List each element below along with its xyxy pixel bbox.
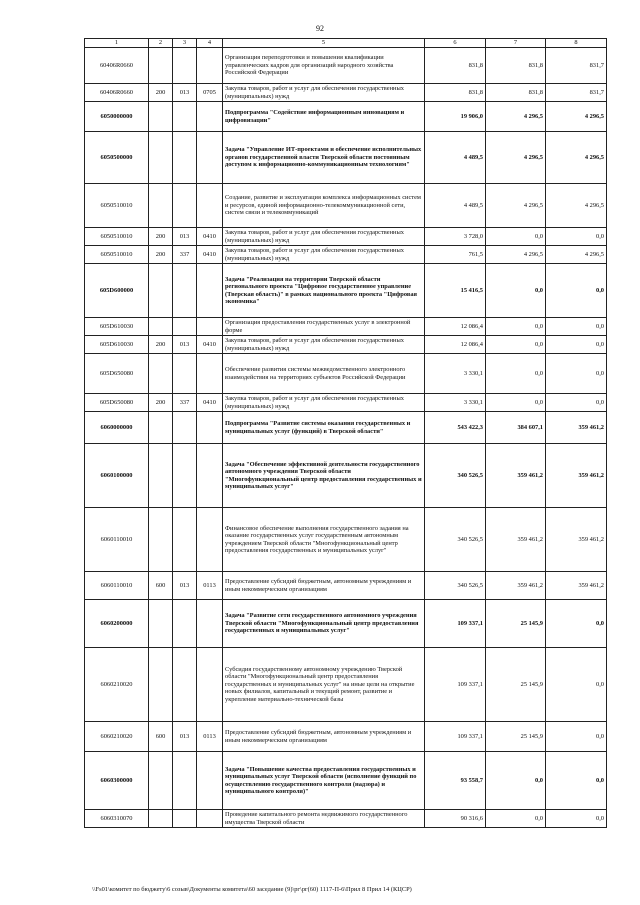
row-col2-cell: 200 — [149, 394, 173, 412]
row-value-3-cell: 831,7 — [546, 84, 607, 102]
header-cell: 2 — [149, 39, 173, 48]
row-value-1-cell: 90 316,6 — [425, 810, 486, 828]
row-value-2-cell: 25 145,9 — [486, 600, 546, 648]
row-col2-cell — [149, 264, 173, 318]
row-value-3-cell: 359 461,2 — [546, 444, 607, 508]
row-col3-cell — [173, 648, 197, 722]
row-value-3-cell: 0,0 — [546, 722, 607, 752]
row-col4-cell: 0410 — [197, 228, 223, 246]
row-value-2-cell: 0,0 — [486, 264, 546, 318]
row-code-cell: 6060110010 — [85, 508, 149, 572]
row-name-cell: Финансовое обеспечение выполнения государственного задания на оказание государственных услуг государственным автономным учреждением Тверской области "Многофункциональный центр предоставления государственных и муниципальных услуг" — [223, 508, 425, 572]
row-col4-cell — [197, 444, 223, 508]
row-col4-cell — [197, 318, 223, 336]
row-col2-cell: 600 — [149, 722, 173, 752]
table-row — [85, 354, 607, 394]
row-code-cell: 6050500000 — [85, 132, 149, 184]
row-value-1-cell: 15 416,5 — [425, 264, 486, 318]
row-name-cell: Закупка товаров, работ и услуг для обеспечения государственных (муниципальных) нужд — [223, 336, 425, 354]
row-name-cell: Задача "Реализация на территории Тверской области регионального проекта "Цифровое государственное управление (Тверская область)" в рамках национального проекта "Цифровая экономика" — [223, 264, 425, 318]
row-col3-cell: 013 — [173, 84, 197, 102]
row-value-3-cell: 831,7 — [546, 48, 607, 84]
row-col3-cell — [173, 810, 197, 828]
row-value-1-cell: 12 086,4 — [425, 318, 486, 336]
row-code-cell: 605D650080 — [85, 394, 149, 412]
row-col4-cell — [197, 102, 223, 132]
row-col3-cell — [173, 412, 197, 444]
row-col2-cell: 200 — [149, 336, 173, 354]
row-code-cell: 60406R0660 — [85, 48, 149, 84]
row-value-1-cell: 109 337,1 — [425, 600, 486, 648]
header-row — [85, 39, 607, 48]
row-value-3-cell: 0,0 — [546, 752, 607, 810]
row-value-3-cell: 0,0 — [546, 336, 607, 354]
row-name-cell: Задача "Управление ИТ-проектами и обеспечение исполнительных органов государственной власти Тверской области постоянным доступом к информационно-коммуникационным технологиям" — [223, 132, 425, 184]
row-col3-cell — [173, 444, 197, 508]
row-col4-cell — [197, 184, 223, 228]
row-col3-cell — [173, 600, 197, 648]
table-row — [85, 412, 607, 444]
row-value-3-cell: 0,0 — [546, 318, 607, 336]
header-cell: 1 — [85, 39, 149, 48]
row-col4-cell — [197, 132, 223, 184]
row-code-cell: 6060100000 — [85, 444, 149, 508]
row-col4-cell — [197, 354, 223, 394]
row-col2-cell — [149, 354, 173, 394]
row-value-1-cell: 19 906,0 — [425, 102, 486, 132]
row-name-cell: Закупка товаров, работ и услуг для обеспечения государственных (муниципальных) нужд — [223, 394, 425, 412]
row-col2-cell — [149, 508, 173, 572]
row-value-2-cell: 25 145,9 — [486, 722, 546, 752]
row-value-2-cell: 4 296,5 — [486, 184, 546, 228]
row-name-cell: Субсидия государственному автономному учреждению Тверской области "Многофункциональный центр предоставления государственных и муниципальных услуг" на иные цели на открытие новых филиалов, капитальный и текущий ремонт, развитие и укрепление материально-технической базы — [223, 648, 425, 722]
row-col4-cell: 0410 — [197, 394, 223, 412]
row-col2-cell — [149, 48, 173, 84]
header-cell: 6 — [425, 39, 486, 48]
table-row — [85, 336, 607, 354]
row-code-cell: 60406R0660 — [85, 84, 149, 102]
row-code-cell: 6060110010 — [85, 572, 149, 600]
table-row — [85, 600, 607, 648]
row-value-2-cell: 25 145,9 — [486, 648, 546, 722]
row-code-cell: 6060200000 — [85, 600, 149, 648]
row-value-3-cell: 359 461,2 — [546, 508, 607, 572]
table-row — [85, 48, 607, 84]
budget-table — [84, 38, 607, 828]
row-col2-cell — [149, 648, 173, 722]
row-value-1-cell: 831,8 — [425, 84, 486, 102]
row-value-3-cell: 0,0 — [546, 264, 607, 318]
row-value-1-cell: 3 728,0 — [425, 228, 486, 246]
row-name-cell: Организация предоставления государственных услуг в электронной форме — [223, 318, 425, 336]
row-name-cell: Предоставление субсидий бюджетным, автономным учреждениям и иным некоммерческим организациям — [223, 572, 425, 600]
row-value-1-cell: 109 337,1 — [425, 722, 486, 752]
row-value-2-cell: 4 296,5 — [486, 102, 546, 132]
row-code-cell: 6050510010 — [85, 246, 149, 264]
row-col2-cell: 200 — [149, 246, 173, 264]
row-name-cell: Закупка товаров, работ и услуг для обеспечения государственных (муниципальных) нужд — [223, 84, 425, 102]
row-col2-cell — [149, 600, 173, 648]
table-row — [85, 648, 607, 722]
row-code-cell: 6060210020 — [85, 722, 149, 752]
row-col4-cell: 0410 — [197, 246, 223, 264]
row-code-cell: 6060300000 — [85, 752, 149, 810]
row-value-1-cell: 340 526,5 — [425, 444, 486, 508]
row-col2-cell — [149, 318, 173, 336]
table-row — [85, 444, 607, 508]
row-value-3-cell: 0,0 — [546, 228, 607, 246]
row-col2-cell — [149, 184, 173, 228]
table-row — [85, 264, 607, 318]
row-name-cell: Обеспечение развития системы межведомственного электронного взаимодействия на территориях субъектов Российской Федерации — [223, 354, 425, 394]
table-row — [85, 572, 607, 600]
row-col3-cell — [173, 354, 197, 394]
header-cell: 3 — [173, 39, 197, 48]
row-code-cell: 605D610030 — [85, 318, 149, 336]
page-number: 92 — [316, 24, 324, 33]
row-col2-cell — [149, 102, 173, 132]
header-cell: 7 — [486, 39, 546, 48]
row-value-3-cell: 4 296,5 — [546, 246, 607, 264]
row-value-1-cell: 340 526,5 — [425, 572, 486, 600]
row-value-2-cell: 0,0 — [486, 318, 546, 336]
row-value-1-cell: 3 330,1 — [425, 394, 486, 412]
table-row — [85, 810, 607, 828]
row-col4-cell: 0410 — [197, 336, 223, 354]
row-col4-cell — [197, 600, 223, 648]
row-code-cell: 605D610030 — [85, 336, 149, 354]
row-value-1-cell: 4 489,5 — [425, 184, 486, 228]
row-value-2-cell: 384 607,1 — [486, 412, 546, 444]
row-col3-cell — [173, 102, 197, 132]
table-row — [85, 132, 607, 184]
row-col2-cell — [149, 752, 173, 810]
row-col3-cell: 013 — [173, 228, 197, 246]
row-col3-cell — [173, 264, 197, 318]
row-value-3-cell: 0,0 — [546, 810, 607, 828]
row-value-1-cell: 831,8 — [425, 48, 486, 84]
row-value-3-cell: 359 461,2 — [546, 572, 607, 600]
row-value-2-cell: 359 461,2 — [486, 572, 546, 600]
row-code-cell: 6050510010 — [85, 228, 149, 246]
row-col3-cell: 337 — [173, 394, 197, 412]
row-col2-cell — [149, 132, 173, 184]
table-row — [85, 394, 607, 412]
row-value-1-cell: 543 422,3 — [425, 412, 486, 444]
row-value-1-cell: 3 330,1 — [425, 354, 486, 394]
row-col3-cell — [173, 752, 197, 810]
row-code-cell: 6060000000 — [85, 412, 149, 444]
row-code-cell: 605D600000 — [85, 264, 149, 318]
row-col2-cell — [149, 412, 173, 444]
table-row — [85, 508, 607, 572]
row-value-1-cell: 761,5 — [425, 246, 486, 264]
row-value-3-cell: 4 296,5 — [546, 102, 607, 132]
row-value-1-cell: 12 086,4 — [425, 336, 486, 354]
header-cell: 4 — [197, 39, 223, 48]
row-col3-cell — [173, 508, 197, 572]
row-code-cell: 6050510010 — [85, 184, 149, 228]
row-value-2-cell: 4 296,5 — [486, 246, 546, 264]
row-col4-cell: 0113 — [197, 572, 223, 600]
row-col4-cell — [197, 48, 223, 84]
row-col3-cell — [173, 48, 197, 84]
row-value-2-cell: 0,0 — [486, 752, 546, 810]
row-name-cell: Подпрограмма "Развитие системы оказания государственных и муниципальных услуг (функций) в Тверской области" — [223, 412, 425, 444]
row-value-2-cell: 0,0 — [486, 394, 546, 412]
row-value-3-cell: 0,0 — [546, 394, 607, 412]
row-col2-cell: 200 — [149, 228, 173, 246]
row-value-2-cell: 359 461,2 — [486, 508, 546, 572]
row-col4-cell: 0705 — [197, 84, 223, 102]
row-value-3-cell: 4 296,5 — [546, 184, 607, 228]
table-row — [85, 184, 607, 228]
row-code-cell: 605D650080 — [85, 354, 149, 394]
row-col4-cell — [197, 810, 223, 828]
row-value-1-cell: 93 558,7 — [425, 752, 486, 810]
row-value-1-cell: 4 489,5 — [425, 132, 486, 184]
row-value-3-cell: 0,0 — [546, 648, 607, 722]
row-value-2-cell: 831,8 — [486, 48, 546, 84]
row-code-cell: 6060310070 — [85, 810, 149, 828]
row-name-cell: Проведение капитального ремонта недвижимого государственного имущества Тверской области — [223, 810, 425, 828]
row-col4-cell — [197, 412, 223, 444]
table-row — [85, 318, 607, 336]
row-col3-cell: 013 — [173, 722, 197, 752]
row-col4-cell: 0113 — [197, 722, 223, 752]
table-row — [85, 246, 607, 264]
row-name-cell: Организация переподготовки и повышения квалификации управленческих кадров для организаций народного хозяйства Российской Федерации — [223, 48, 425, 84]
row-value-3-cell: 0,0 — [546, 600, 607, 648]
row-col2-cell — [149, 444, 173, 508]
row-col2-cell — [149, 810, 173, 828]
row-name-cell: Задача "Развитие сети государственного автономного учреждения Тверской области "Многофункциональный центр предоставления государственных и муниципальных услуг" — [223, 600, 425, 648]
row-value-3-cell: 0,0 — [546, 354, 607, 394]
row-col2-cell: 200 — [149, 84, 173, 102]
row-value-3-cell: 4 296,5 — [546, 132, 607, 184]
row-name-cell: Создание, развитие и эксплуатация комплекса информационных систем и ресурсов, единой информационно-телекоммуникационной сети, систем связи и телекоммуникаций — [223, 184, 425, 228]
row-value-3-cell: 359 461,2 — [546, 412, 607, 444]
row-code-cell: 6050000000 — [85, 102, 149, 132]
header-cell: 5 — [223, 39, 425, 48]
row-col3-cell — [173, 184, 197, 228]
row-value-2-cell: 359 461,2 — [486, 444, 546, 508]
row-name-cell: Задача "Обеспечение эффективной деятельности государственного автономного учреждения Тверской области "Многофункциональный центр предоставления государственных и муниципальных услуг" — [223, 444, 425, 508]
table-row — [85, 228, 607, 246]
row-value-1-cell: 340 526,5 — [425, 508, 486, 572]
table-row — [85, 84, 607, 102]
row-col3-cell: 013 — [173, 572, 197, 600]
table-row — [85, 752, 607, 810]
row-value-2-cell: 0,0 — [486, 810, 546, 828]
row-col3-cell — [173, 132, 197, 184]
row-col3-cell: 337 — [173, 246, 197, 264]
row-code-cell: 6060210020 — [85, 648, 149, 722]
row-value-2-cell: 831,8 — [486, 84, 546, 102]
row-value-2-cell: 0,0 — [486, 354, 546, 394]
row-col4-cell — [197, 264, 223, 318]
row-col4-cell — [197, 648, 223, 722]
row-value-1-cell: 109 337,1 — [425, 648, 486, 722]
table-row — [85, 722, 607, 752]
row-value-2-cell: 0,0 — [486, 228, 546, 246]
row-col3-cell — [173, 318, 197, 336]
row-name-cell: Предоставление субсидий бюджетным, автономным учреждениям и иным некоммерческим организациям — [223, 722, 425, 752]
row-col3-cell: 013 — [173, 336, 197, 354]
row-value-2-cell: 4 296,5 — [486, 132, 546, 184]
row-value-2-cell: 0,0 — [486, 336, 546, 354]
row-col2-cell: 600 — [149, 572, 173, 600]
row-name-cell: Задача "Повышение качества предоставления государственных и муниципальных услуг Тверской области (исполнение функций по осуществлению государственного контроля (надзора) и муниципального контроля)" — [223, 752, 425, 810]
header-cell: 8 — [546, 39, 607, 48]
table-row — [85, 102, 607, 132]
file-path-footer: \\Fs01\комитет по бюджету\6 созыв\Документы комитета\60 заседание (9)\рг\рг(60) 1117-П-6\Прил 8 Прил 14 (КЦСР) — [92, 886, 412, 893]
row-name-cell: Подпрограмма "Содействие информационным инновациям и цифровизации" — [223, 102, 425, 132]
row-col4-cell — [197, 508, 223, 572]
row-name-cell: Закупка товаров, работ и услуг для обеспечения государственных (муниципальных) нужд — [223, 246, 425, 264]
row-col4-cell — [197, 752, 223, 810]
row-name-cell: Закупка товаров, работ и услуг для обеспечения государственных (муниципальных) нужд — [223, 228, 425, 246]
